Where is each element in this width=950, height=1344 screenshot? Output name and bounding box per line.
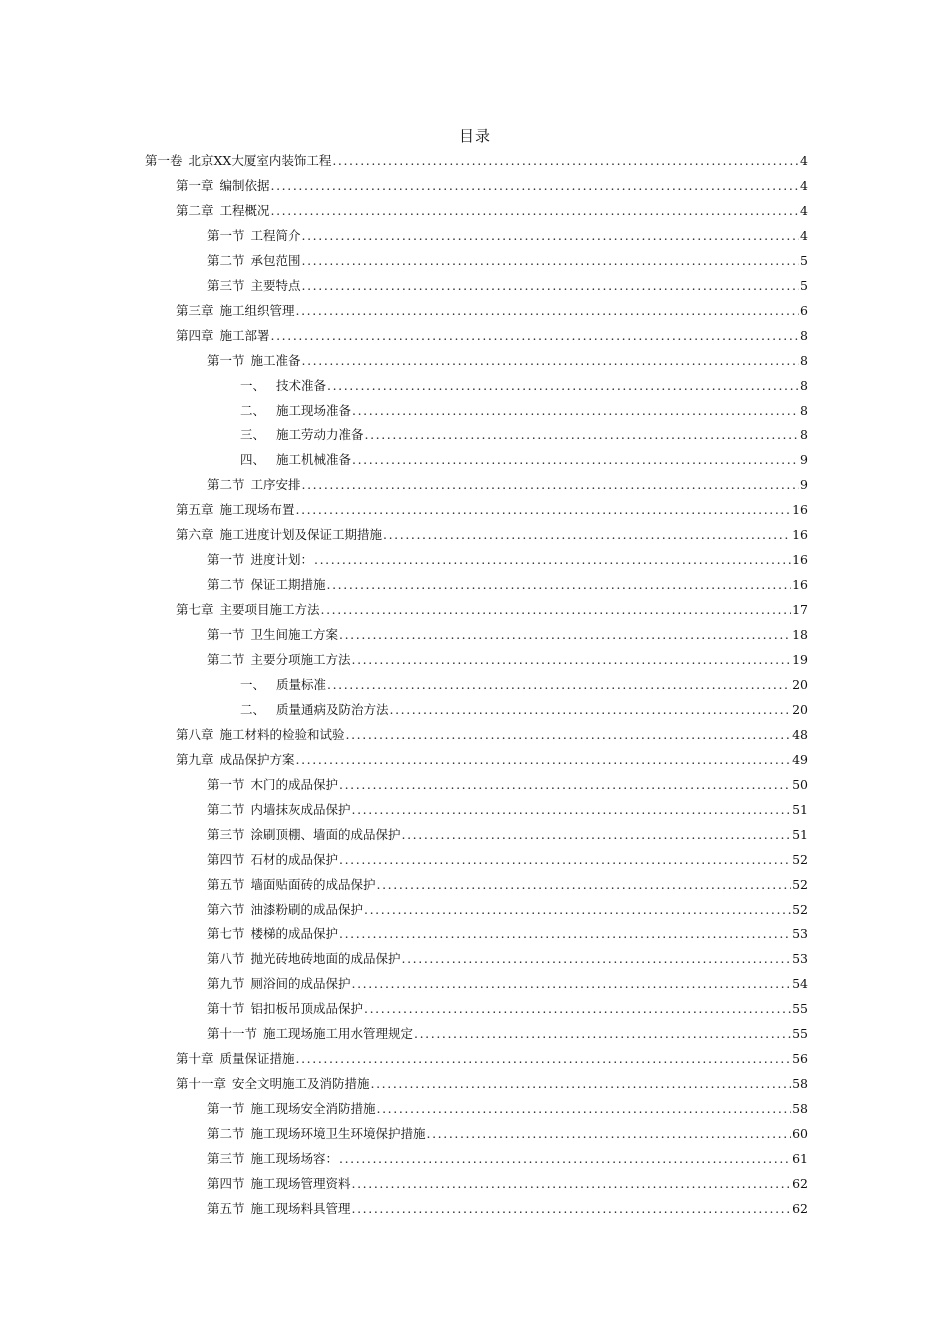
toc-entry-text: 内墙抹灰成品保护 bbox=[250, 801, 351, 817]
toc-entry[interactable] bbox=[207, 1098, 808, 1120]
toc-entry[interactable] bbox=[145, 150, 808, 172]
toc-entry-number: 第二节 bbox=[207, 801, 245, 817]
toc-entry-label bbox=[176, 325, 270, 347]
toc-page-number: 9 bbox=[800, 477, 808, 493]
toc-page-number: 4 bbox=[800, 227, 808, 243]
toc-page-number: 49 bbox=[792, 751, 808, 767]
toc-page-number: 55 bbox=[792, 1026, 808, 1042]
toc-entry[interactable] bbox=[207, 250, 808, 272]
toc-entry-label bbox=[240, 449, 351, 471]
toc-dot-leader bbox=[339, 849, 791, 871]
toc-page-number: 58 bbox=[792, 1076, 808, 1092]
toc-page-number: 62 bbox=[792, 1175, 808, 1191]
toc-entry-number: 第八章 bbox=[176, 726, 214, 742]
toc-entry-text: 成品保护方案 bbox=[219, 751, 295, 767]
toc-entry-text: 施工材料的检验和试验 bbox=[219, 726, 345, 742]
toc-page-number: 8 bbox=[800, 402, 808, 418]
toc-entry-number: 二、 bbox=[240, 402, 266, 418]
toc-entry-number: 第九节 bbox=[207, 976, 245, 992]
toc-entry[interactable] bbox=[240, 400, 808, 422]
toc-entry-number: 三、 bbox=[240, 427, 266, 443]
toc-page-number: 52 bbox=[792, 901, 808, 917]
toc-entry-label bbox=[207, 948, 401, 970]
toc-entry-text: 施工组织管理 bbox=[219, 302, 295, 318]
toc-dot-leader bbox=[302, 275, 799, 297]
toc-dot-leader bbox=[296, 749, 792, 771]
toc-entry-label bbox=[207, 624, 338, 646]
toc-entry-text: 施工现场管理资料 bbox=[250, 1175, 351, 1191]
toc-dot-leader bbox=[296, 499, 792, 521]
toc-dot-leader bbox=[371, 1073, 792, 1095]
toc-entry-number: 第一章 bbox=[176, 177, 214, 193]
toc-entry-number: 第七章 bbox=[176, 602, 214, 618]
toc-page-number: 53 bbox=[792, 926, 808, 942]
toc-entry-label bbox=[207, 849, 338, 871]
toc-entry-label bbox=[207, 774, 338, 796]
toc-entry-number: 第一卷 bbox=[145, 153, 183, 168]
toc-entry-text: 油漆粉刷的成品保护 bbox=[250, 901, 364, 917]
toc-entry[interactable] bbox=[176, 1048, 808, 1070]
toc-dot-leader bbox=[314, 549, 791, 571]
toc-dot-leader bbox=[402, 824, 792, 846]
toc-page-number: 16 bbox=[792, 527, 808, 543]
toc-entry-text: 质量保证措施 bbox=[219, 1051, 295, 1067]
toc-dot-leader bbox=[339, 923, 791, 945]
toc-entry-label bbox=[207, 973, 351, 995]
toc-entry-number: 一、 bbox=[240, 676, 266, 692]
toc-entry-text: 墙面贴面砖的成品保护 bbox=[250, 876, 376, 892]
toc-entry-number: 第十一章 bbox=[176, 1076, 227, 1092]
toc-entry-number: 第二节 bbox=[207, 1126, 245, 1142]
toc-entry[interactable] bbox=[240, 674, 808, 696]
toc-entry-label bbox=[207, 574, 326, 596]
toc-entry-text: 工程简介 bbox=[250, 227, 301, 243]
toc-page-number: 51 bbox=[792, 826, 808, 842]
toc-entry-number: 第二节 bbox=[207, 652, 245, 667]
toc-entry-label bbox=[207, 1198, 351, 1220]
toc-entry-number: 第六章 bbox=[176, 527, 214, 543]
toc-entry[interactable] bbox=[207, 948, 808, 970]
toc-entry-text: 质量标准 bbox=[276, 676, 327, 692]
toc-dot-leader bbox=[332, 150, 799, 172]
toc-entry[interactable] bbox=[176, 175, 808, 197]
toc-dot-leader bbox=[339, 624, 791, 646]
toc-entry-number: 第三节 bbox=[207, 1151, 245, 1166]
toc-entry-number: 第二节 bbox=[207, 252, 245, 268]
toc-entry[interactable] bbox=[176, 749, 808, 771]
toc-dot-leader bbox=[383, 524, 791, 546]
toc-entry[interactable] bbox=[207, 1173, 808, 1195]
toc-entry[interactable] bbox=[207, 1023, 808, 1045]
toc-entry-label bbox=[207, 250, 301, 272]
toc-entry-number: 第三章 bbox=[176, 302, 214, 318]
toc-entry-number: 第九章 bbox=[176, 751, 214, 767]
toc-entry-text: 施工进度计划及保证工期措施 bbox=[219, 527, 383, 543]
toc-entry-label bbox=[207, 1148, 338, 1170]
toc-entry-number: 第一节 bbox=[207, 627, 245, 643]
toc-page-number: 52 bbox=[792, 876, 808, 892]
toc-entry-label bbox=[207, 350, 301, 372]
toc-entry-label bbox=[176, 175, 270, 197]
toc-entry-text: 安全文明施工及消防措施 bbox=[232, 1076, 370, 1092]
toc-entry-text: 施工现场料具管理 bbox=[250, 1200, 351, 1216]
toc-page-number: 17 bbox=[792, 602, 808, 618]
toc-page-number: 5 bbox=[800, 277, 808, 293]
toc-entry-number: 二、 bbox=[240, 701, 266, 717]
toc-page-number: 9 bbox=[800, 452, 808, 468]
toc-entry-label bbox=[207, 824, 401, 846]
toc-dot-leader bbox=[271, 200, 799, 222]
toc-dot-leader bbox=[352, 449, 799, 471]
toc-page-number: 51 bbox=[792, 801, 808, 817]
toc-entry[interactable] bbox=[207, 1198, 808, 1220]
toc-title: 目录 bbox=[458, 127, 491, 145]
toc-page-number: 55 bbox=[792, 1001, 808, 1017]
toc-entry-text: 保证工期措施 bbox=[250, 577, 326, 593]
toc-dot-leader bbox=[339, 774, 791, 796]
toc-page-number: 58 bbox=[792, 1101, 808, 1117]
toc-page-number: 8 bbox=[800, 327, 808, 343]
toc-dot-leader bbox=[352, 400, 799, 422]
toc-entry-text: 施工现场环境卫生环境保护措施 bbox=[250, 1126, 426, 1142]
toc-entry-text: 施工现场准备 bbox=[276, 402, 352, 418]
toc-entry[interactable] bbox=[207, 899, 808, 921]
toc-entry-label bbox=[176, 599, 320, 621]
toc-entry-label bbox=[176, 524, 382, 546]
toc-entry-text: 质量通病及防治方法 bbox=[276, 701, 389, 717]
toc-dot-leader bbox=[302, 250, 799, 272]
toc-entry-number: 第十章 bbox=[176, 1051, 214, 1067]
toc-entry-label bbox=[145, 150, 331, 172]
toc-entry-label bbox=[207, 1123, 426, 1145]
toc-dot-leader bbox=[377, 1098, 792, 1120]
toc-entry[interactable] bbox=[240, 375, 808, 397]
toc-page-number: 16 bbox=[792, 577, 808, 593]
toc-entry-label bbox=[207, 649, 351, 671]
toc-page-number: 54 bbox=[792, 976, 808, 992]
toc-dot-leader bbox=[321, 599, 792, 621]
toc-entry[interactable] bbox=[176, 1073, 808, 1095]
toc-entry-label bbox=[207, 1098, 376, 1120]
toc-entry-number: 第二节 bbox=[207, 477, 245, 493]
toc-entry-label bbox=[240, 400, 351, 422]
toc-entry-text: 工序安排 bbox=[250, 477, 301, 493]
toc-dot-leader bbox=[352, 973, 792, 995]
toc-entry-text: 卫生间施工方案 bbox=[250, 627, 339, 643]
toc-page-number: 62 bbox=[792, 1200, 808, 1216]
toc-entry-label bbox=[207, 275, 301, 297]
toc-dot-leader bbox=[302, 474, 799, 496]
toc-entry-text: 施工现场施工用水管理规定 bbox=[263, 1026, 414, 1042]
toc-dot-leader bbox=[352, 1173, 792, 1195]
toc-dot-leader bbox=[377, 874, 792, 896]
toc-page-number: 20 bbox=[792, 676, 808, 692]
toc-dot-leader bbox=[365, 424, 799, 446]
toc-dot-leader bbox=[271, 175, 799, 197]
toc-entry-label bbox=[240, 375, 326, 397]
toc-entry[interactable] bbox=[207, 998, 808, 1020]
toc-entry-text: 石材的成品保护 bbox=[250, 851, 339, 867]
toc-entry-label bbox=[207, 899, 363, 921]
toc-page-number: 19 bbox=[792, 652, 808, 667]
toc-entry-text: 北京XX大厦室内装饰工程 bbox=[188, 153, 332, 168]
toc-entry-number: 第五章 bbox=[176, 502, 214, 518]
toc-entry-label bbox=[176, 724, 345, 746]
toc-entry-label bbox=[207, 1023, 413, 1045]
toc-entry-label bbox=[176, 1073, 370, 1095]
toc-entry[interactable] bbox=[207, 973, 808, 995]
toc-entry-number: 第六节 bbox=[207, 901, 245, 917]
toc-entry-number: 第五节 bbox=[207, 1200, 245, 1216]
toc-page-number: 4 bbox=[800, 177, 808, 193]
toc-page-number: 61 bbox=[792, 1151, 808, 1166]
toc-entry[interactable] bbox=[207, 275, 808, 297]
toc-dot-leader bbox=[414, 1023, 791, 1045]
toc-entry[interactable] bbox=[207, 824, 808, 846]
toc-entry-text: 施工现场布置 bbox=[219, 502, 295, 518]
toc-dot-leader bbox=[327, 574, 792, 596]
toc-page-number: 20 bbox=[792, 701, 808, 717]
toc-dot-leader bbox=[296, 1048, 792, 1070]
toc-page-number: 56 bbox=[792, 1051, 808, 1067]
toc-entry-text: 工程概况 bbox=[219, 202, 270, 218]
toc-page-number: 16 bbox=[792, 552, 808, 568]
toc-dot-leader bbox=[427, 1123, 792, 1145]
toc-entry-number: 第八节 bbox=[207, 951, 245, 967]
toc-entry[interactable] bbox=[207, 350, 808, 372]
toc-entry[interactable] bbox=[207, 549, 808, 571]
toc-page-number: 8 bbox=[800, 427, 808, 443]
toc-entry-text: 施工部署 bbox=[219, 327, 270, 343]
toc-dot-leader bbox=[327, 375, 799, 397]
toc-entry-text: 主要特点 bbox=[250, 277, 301, 293]
toc-entry-label bbox=[176, 749, 295, 771]
toc-entry-label bbox=[207, 474, 301, 496]
toc-entry[interactable] bbox=[207, 799, 808, 821]
toc-entry[interactable] bbox=[176, 300, 808, 322]
toc-page-number: 53 bbox=[792, 951, 808, 967]
toc-entry-text: 楼梯的成品保护 bbox=[250, 926, 339, 942]
toc-entry[interactable] bbox=[207, 624, 808, 646]
toc-entry[interactable] bbox=[207, 574, 808, 596]
toc-entry-text: 施工劳动力准备 bbox=[276, 427, 364, 443]
toc-entry[interactable] bbox=[207, 649, 808, 671]
toc-entry[interactable] bbox=[207, 849, 808, 871]
toc-entry-label bbox=[207, 998, 363, 1020]
toc-entry-label bbox=[176, 499, 295, 521]
toc-page-number: 5 bbox=[800, 252, 808, 268]
toc-entry-label bbox=[207, 225, 301, 247]
toc-entry-number: 第三节 bbox=[207, 277, 245, 293]
toc-dot-leader bbox=[296, 300, 799, 322]
toc-entry-number: 第一节 bbox=[207, 776, 245, 792]
toc-page-number: 4 bbox=[800, 202, 808, 218]
toc-entry-label bbox=[176, 1048, 295, 1070]
toc-page-number: 52 bbox=[792, 851, 808, 867]
toc-entry-label bbox=[207, 923, 338, 945]
toc-entry-label bbox=[207, 874, 376, 896]
toc-entry-number: 四、 bbox=[240, 452, 266, 468]
toc-entry-text: 木门的成品保护 bbox=[250, 776, 339, 792]
toc-dot-leader bbox=[327, 674, 791, 696]
toc-entry[interactable] bbox=[176, 200, 808, 222]
toc-dot-leader bbox=[302, 350, 799, 372]
toc-dot-leader bbox=[352, 799, 792, 821]
toc-dot-leader bbox=[352, 649, 792, 671]
toc-entry-number: 第十节 bbox=[207, 1001, 245, 1017]
toc-entry[interactable] bbox=[240, 699, 808, 721]
toc-entry[interactable] bbox=[207, 1123, 808, 1145]
toc-entry-number: 一、 bbox=[240, 377, 266, 393]
toc-page-number: 60 bbox=[792, 1126, 808, 1142]
toc-entry-number: 第四节 bbox=[207, 1175, 245, 1191]
toc-entry-text: 主要分项施工方法 bbox=[250, 652, 351, 667]
toc-dot-leader bbox=[346, 724, 792, 746]
toc-entry[interactable] bbox=[176, 599, 808, 621]
toc-entry-number: 第一节 bbox=[207, 352, 245, 368]
toc-entry-label bbox=[240, 674, 326, 696]
toc-entry-text: 进度计划： bbox=[250, 552, 314, 568]
toc-entry-text: 施工现场场容： bbox=[250, 1151, 339, 1166]
toc-page-number: 16 bbox=[792, 502, 808, 518]
toc-entry-text: 涂刷顶棚、墙面的成品保护 bbox=[250, 826, 401, 842]
toc-entry-number: 第十一节 bbox=[207, 1026, 258, 1042]
toc-dot-leader bbox=[302, 225, 799, 247]
toc-entry-text: 编制依据 bbox=[219, 177, 270, 193]
toc-page-number: 6 bbox=[800, 302, 808, 318]
toc-entry-text: 抛光砖地砖地面的成品保护 bbox=[250, 951, 401, 967]
toc-dot-leader bbox=[352, 1198, 792, 1220]
toc-entry-number: 第一节 bbox=[207, 227, 245, 243]
toc-entry-label bbox=[207, 549, 313, 571]
toc-entry-number: 第四节 bbox=[207, 851, 245, 867]
toc-entry-text: 技术准备 bbox=[276, 377, 327, 393]
toc-entry-number: 第三节 bbox=[207, 826, 245, 842]
toc-entry-text: 铝扣板吊顶成品保护 bbox=[250, 1001, 364, 1017]
toc-entry-label bbox=[240, 699, 389, 721]
toc-entry[interactable] bbox=[176, 524, 808, 546]
toc-entry-label bbox=[207, 799, 351, 821]
toc-entry[interactable] bbox=[207, 474, 808, 496]
toc-page-number: 48 bbox=[792, 726, 808, 742]
toc-entry-label bbox=[176, 300, 295, 322]
toc-dot-leader bbox=[339, 1148, 791, 1170]
toc-entry-text: 主要项目施工方法 bbox=[219, 602, 320, 618]
toc-entry-number: 第一节 bbox=[207, 552, 245, 568]
toc-entry-number: 第二节 bbox=[207, 577, 245, 593]
toc-entry-label bbox=[176, 200, 270, 222]
toc-entry-text: 施工准备 bbox=[250, 352, 301, 368]
toc-page-number: 18 bbox=[792, 627, 808, 643]
toc-entry-label bbox=[207, 1173, 351, 1195]
toc-entry-text: 厕浴间的成品保护 bbox=[250, 976, 351, 992]
toc-entry[interactable] bbox=[176, 724, 808, 746]
toc-page-number: 8 bbox=[800, 352, 808, 368]
toc-dot-leader bbox=[390, 699, 792, 721]
toc-entry-number: 第七节 bbox=[207, 926, 245, 942]
toc-entry[interactable] bbox=[176, 499, 808, 521]
toc-page-number: 4 bbox=[800, 153, 808, 168]
toc-entry-text: 承包范围 bbox=[250, 252, 301, 268]
toc-page-number: 8 bbox=[800, 377, 808, 393]
toc-entry-text: 施工现场安全消防措施 bbox=[250, 1101, 376, 1117]
toc-entry-number: 第四章 bbox=[176, 327, 214, 343]
toc-entry[interactable] bbox=[207, 874, 808, 896]
toc-dot-leader bbox=[364, 899, 791, 921]
toc-entry[interactable] bbox=[207, 923, 808, 945]
toc-entry[interactable] bbox=[176, 325, 808, 347]
toc-entry-number: 第一节 bbox=[207, 1101, 245, 1117]
toc-entry[interactable] bbox=[207, 774, 808, 796]
toc-entry[interactable] bbox=[207, 1148, 808, 1170]
toc-entry-number: 第五节 bbox=[207, 876, 245, 892]
toc-dot-leader bbox=[271, 325, 799, 347]
toc-dot-leader bbox=[364, 998, 791, 1020]
toc-entry-number: 第二章 bbox=[176, 202, 214, 218]
toc-dot-leader bbox=[402, 948, 792, 970]
toc-page-number: 50 bbox=[792, 776, 808, 792]
toc-entry-label bbox=[240, 424, 364, 446]
toc-entry[interactable] bbox=[240, 424, 808, 446]
toc-entry[interactable] bbox=[207, 225, 808, 247]
toc-entry[interactable] bbox=[240, 449, 808, 471]
toc-entry-text: 施工机械准备 bbox=[276, 452, 352, 468]
